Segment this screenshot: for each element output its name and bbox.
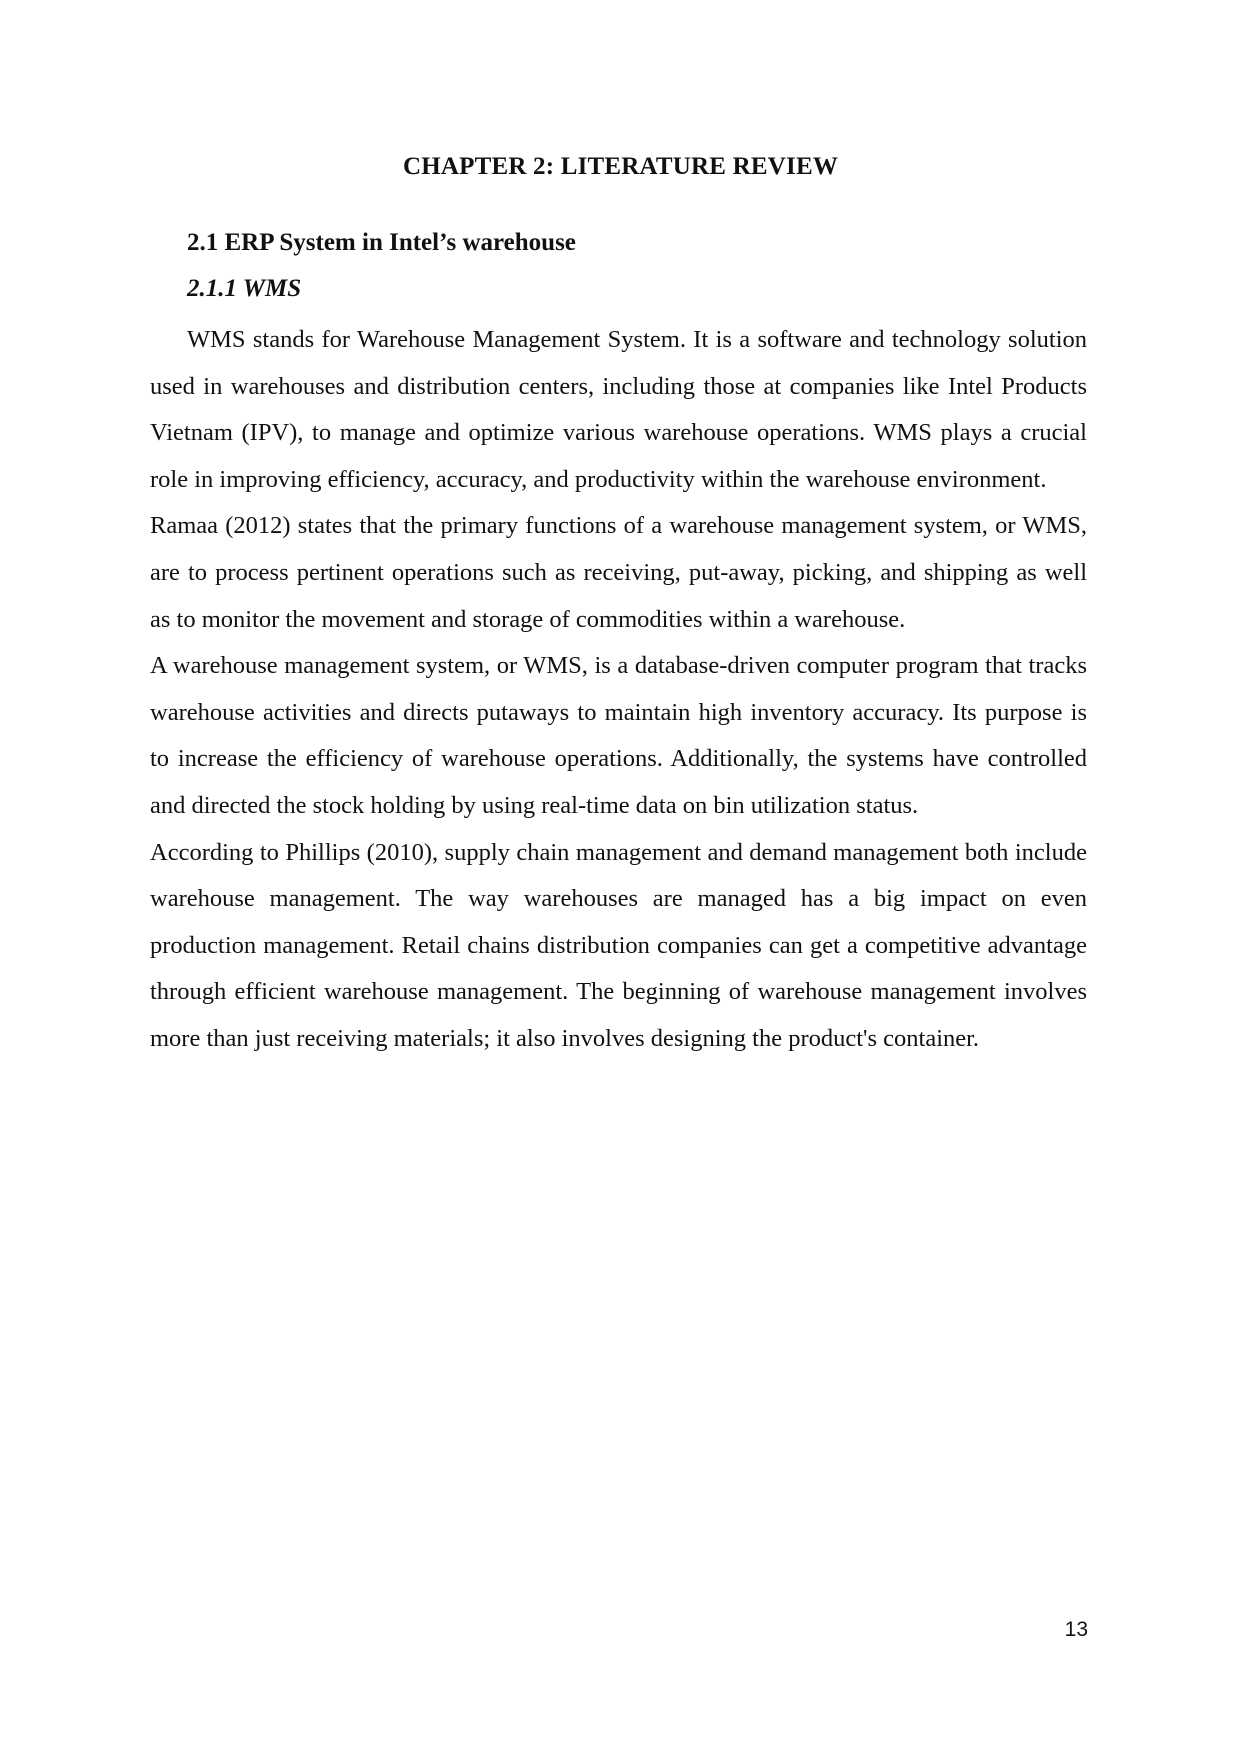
body-text <box>150 317 1087 1063</box>
paragraph-ramaa: Ramaa (2012) states that the primary functions of a warehouse management system, or WMS, are to process pertinent operations such as receiving, put-away, picking, and shipping as well as to monitor the movement and storage of commodities within a warehouse. <box>150 512 1087 633</box>
paragraph-database-driven: A warehouse management system, or WMS, is a database-driven computer program that tracks warehouse activities and directs putaways to maintain high inventory accuracy. Its purpose is to increase the efficiency of warehouse operations. Additionally, the systems have controlled and directed the stock holding by using real-time data on bin utilization status. <box>150 652 1087 819</box>
page-number: 13 <box>1064 1618 1088 1641</box>
subsection-heading: 2.1.1 WMS <box>187 275 302 302</box>
chapter-title: CHAPTER 2: LITERATURE REVIEW <box>402 153 839 180</box>
section-heading: 2.1 ERP System in Intel’s warehouse <box>187 229 576 256</box>
paragraph-phillips: According to Phillips (2010), supply chain management and demand management both include warehouse management. The way warehouses are managed has a big impact on even production management. Retail chains distribution companies can get a competitive advantage through efficient warehouse management. The beginning of warehouse management involves more than just receiving materials; it also involves designing the product's container. <box>150 838 1087 1052</box>
paragraph-wms-definition: WMS stands for Warehouse Management System. It is a software and technology solution used in warehouses and distribution centers, including those at companies like Intel Products Vietnam (IPV), to manage and optimize various warehouse operations. WMS plays a crucial role in improving efficiency, accuracy, and productivity within the warehouse environment. <box>150 326 1087 493</box>
